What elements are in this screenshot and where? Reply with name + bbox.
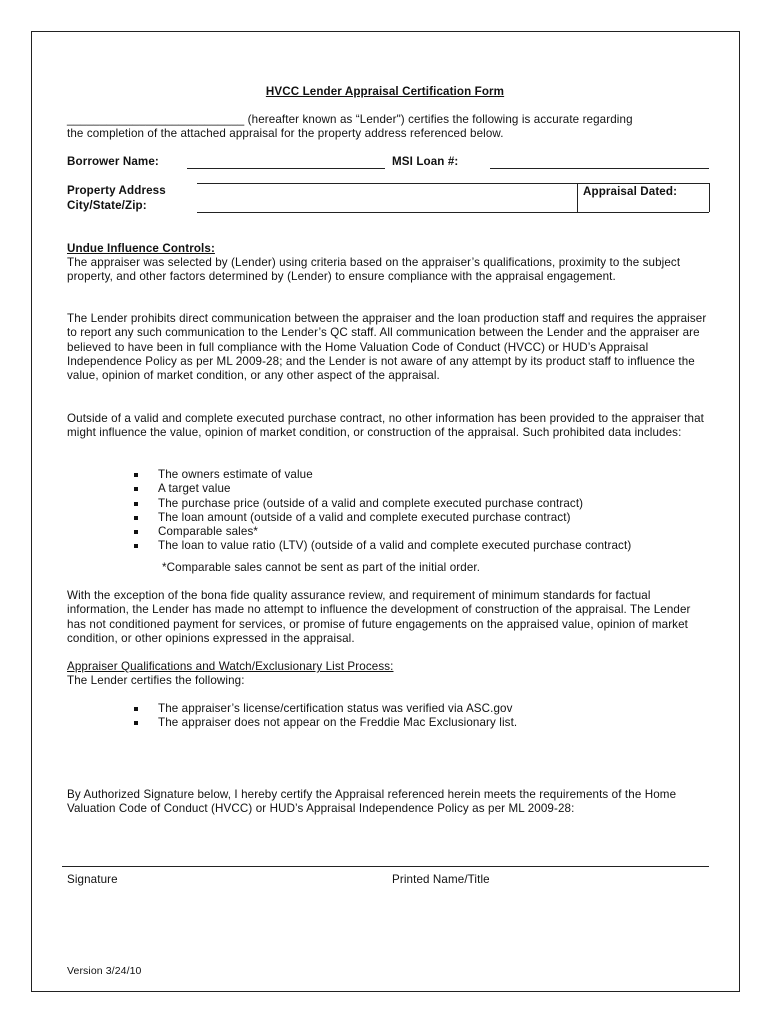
loan-number-field[interactable] [490, 168, 709, 169]
qualifications-intro: The Lender certifies the following: [67, 674, 245, 687]
borrower-label: Borrower Name: [67, 155, 159, 168]
city-state-zip-label: City/State/Zip: [67, 199, 147, 212]
signature-label: Signature [67, 873, 118, 886]
qualifications-list [130, 702, 517, 731]
qualifications-heading: Appraiser Qualifications and Watch/Exclusionary List Process: [67, 660, 394, 673]
list-item: The appraiser’s license/certification status was verified via ASC.gov [130, 702, 517, 716]
property-box-top [197, 183, 709, 184]
bullet-icon [134, 516, 138, 520]
certification-paragraph: By Authorized Signature below, I hereby certify the Appraisal referenced herein meets the requirements of the Home Valuation Code of Conduct (HVCC) or HUD’s Appraisal Independence Policy as per ML 2009-28: [67, 788, 677, 816]
list-item: The appraiser does not appear on the Freddie Mac Exclusionary list. [130, 716, 517, 730]
exception-paragraph: With the exception of the bona fide quality assurance review, and requirement of minimum standards for factual information, the Lender has made no attempt to influence the development of construction of the appraisal. The Lender has not conditioned payment for services, or promise of future engagements on the appraised value, opinion of market condition, or other opinions expressed in the appraisal. [67, 589, 691, 645]
undue-influence-heading: Undue Influence Controls: [67, 242, 215, 255]
bullet-icon [134, 544, 138, 548]
bullet-icon [134, 721, 138, 725]
bullet-icon [134, 530, 138, 534]
list-item: The loan to value ratio (LTV) (outside of a valid and complete executed purchase contract) [130, 539, 631, 553]
loan-number-label: MSI Loan #: [392, 155, 459, 168]
property-address-field[interactable] [197, 212, 709, 213]
prohibited-data-list [130, 468, 631, 554]
undue-paragraph-2: The Lender prohibits direct communication between the appraiser and the loan production staff and requires the appraiser to report any such communication to the Lender’s QC staff. All communication between the Lender and the appraiser are believed to have been in full compliance with the Home Valuation Code of Conduct (HVCC) or HUD’s Appraisal Independence Policy as per ML 2009-28; and the Lender is not aware of any attempt by its product staff to influence the value, opinion of market condition, or any other aspect of the appraisal. [67, 312, 707, 383]
printed-name-label: Printed Name/Title [392, 873, 490, 886]
bullet-icon [134, 707, 138, 711]
signature-line[interactable] [62, 866, 709, 867]
bullet-icon [134, 502, 138, 506]
property-address-label: Property Address [67, 184, 166, 197]
appraisal-dated-label: Appraisal Dated: [583, 185, 678, 198]
version-label: Version 3/24/10 [67, 965, 142, 977]
intro-text: (hereafter known as “Lender") certifies the following is accurate regarding [244, 113, 633, 126]
list-item: The purchase price (outside of a valid and complete executed purchase contract) [130, 497, 631, 511]
list-item: A target value [130, 482, 631, 496]
undue-paragraph-1: The appraiser was selected by (Lender) using criteria based on the appraiser’s qualifications, proximity to the subject property, and other factors determined by (Lender) to ensure compliance with the appraisal engagement. [67, 256, 681, 284]
bullet-icon [134, 473, 138, 477]
borrower-name-field[interactable] [187, 168, 385, 169]
undue-paragraph-3: Outside of a valid and complete executed purchase contract, no other information has been provided to the appraiser that might influence the value, opinion of market condition, or construction of the appraisal. Such prohibited data includes: [67, 412, 704, 440]
form-title: HVCC Lender Appraisal Certification Form [265, 85, 505, 98]
list-item: Comparable sales* [130, 525, 631, 539]
lender-blank[interactable]: ___________________________ [67, 113, 245, 126]
list-item: The owners estimate of value [130, 468, 631, 482]
intro-text-2: the completion of the attached appraisal for the property address referenced below. [67, 127, 504, 140]
intro-line [67, 113, 633, 127]
list-item: The loan amount (outside of a valid and complete executed purchase contract) [130, 511, 631, 525]
comparable-sales-note: *Comparable sales cannot be sent as part of the initial order. [162, 561, 481, 574]
property-box-right [709, 183, 710, 212]
bullet-icon [134, 487, 138, 491]
appraisal-dated-divider [577, 183, 578, 212]
